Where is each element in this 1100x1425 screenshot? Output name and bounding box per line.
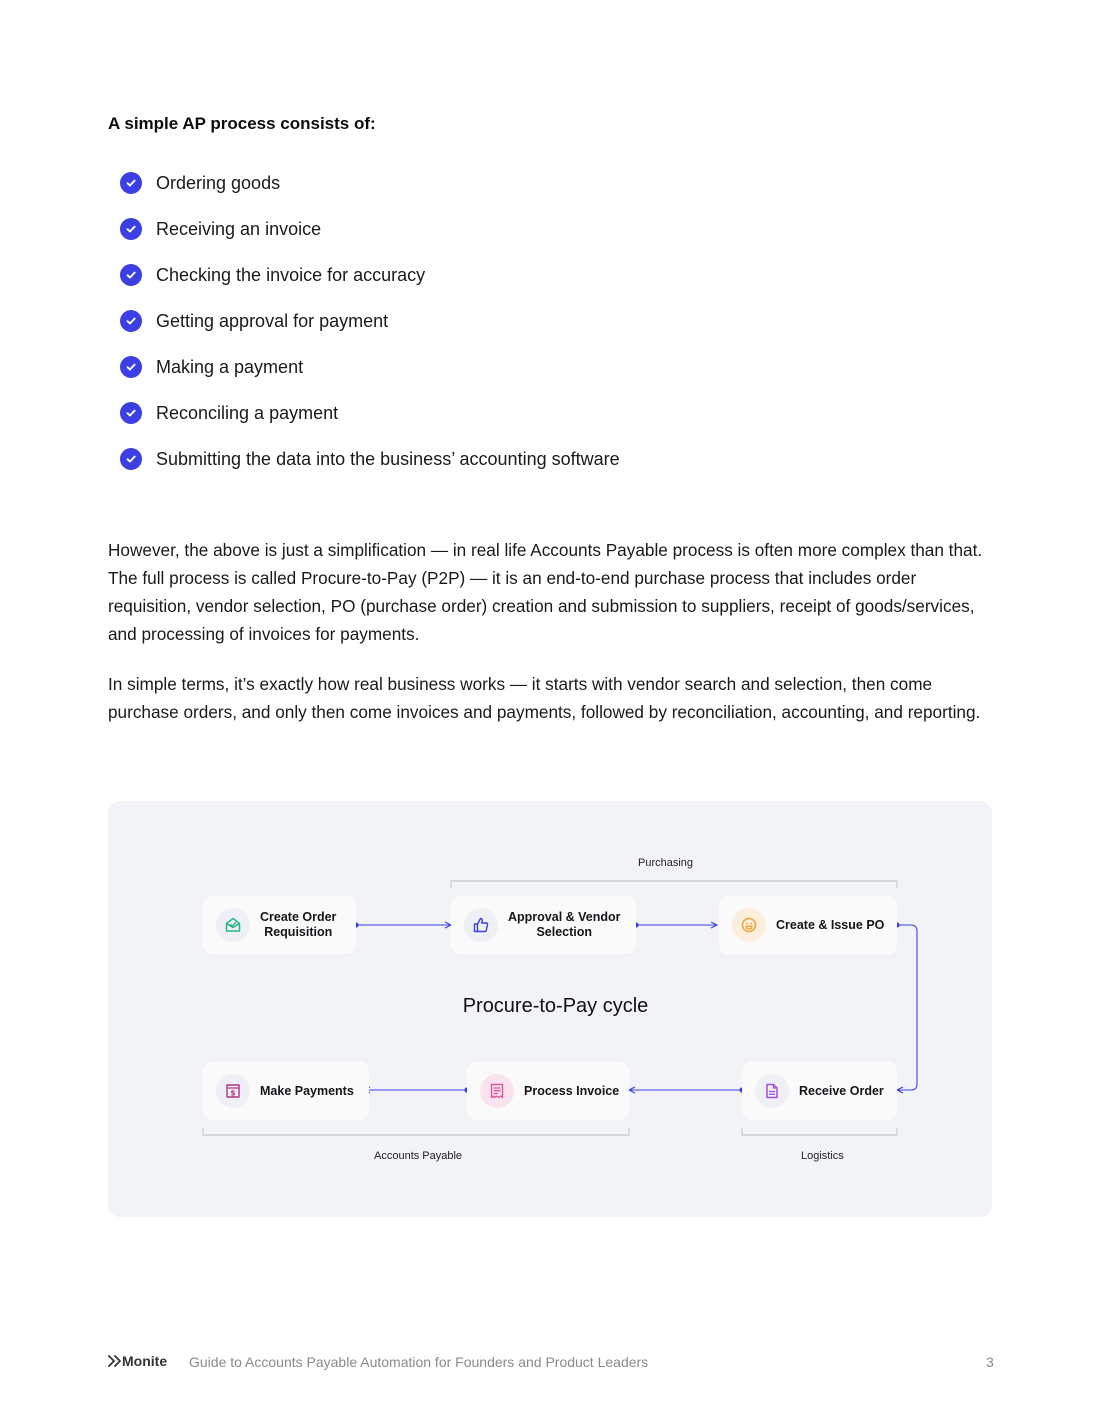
node-label: Create & Issue PO [776,917,885,932]
accounts-payable-bracket [203,1128,629,1135]
list-item-label: Receiving an invoice [156,218,322,239]
node-label: Create Order Requisition [260,910,337,939]
checkmark-icon [120,448,142,470]
monite-logo-icon [108,1355,122,1367]
receipt-icon [480,1074,514,1108]
ap-process-checklist [120,160,620,482]
smiley-icon [732,908,766,942]
checkmark-icon [120,310,142,332]
node-create-issue-po [719,896,897,954]
list-item [120,390,620,436]
checkmark-icon [120,264,142,286]
node-approval-vendor-selection [451,896,636,954]
list-item [120,206,620,252]
footer-logo [108,1353,167,1369]
logistics-bracket [742,1128,897,1135]
purchasing-bracket [451,881,897,888]
node-label: Process Invoice [524,1083,620,1098]
page-number: 3 [986,1354,994,1370]
node-label: Make Payments [260,1083,354,1098]
list-item-label: Making a payment [156,356,304,377]
checkmark-icon [120,218,142,240]
list-item [120,436,620,482]
node-process-invoice [467,1062,629,1120]
footer-document-title: Guide to Accounts Payable Automation for Founders and Product Leaders [189,1354,649,1370]
list-item-label: Reconciling a payment [156,402,339,423]
group-label-accounts-payable: Accounts Payable [374,1150,463,1162]
thumbs-up-icon [464,908,498,942]
node-label: Approval & Vendor Selection [508,910,621,939]
node-receive-order [742,1062,897,1120]
group-label-logistics: Logistics [801,1150,844,1162]
list-item [120,344,620,390]
diagram-title: Procure-to-Pay cycle [462,995,649,1017]
list-item-label: Submitting the data into the business’ accounting software [156,448,620,469]
svg-text:$: $ [230,1088,236,1098]
paragraph-p2p: However, the above is just a simplification — in real life Accounts Payable process is often more complex than that. The full process is called Procure-to-Pay (P2P) — it is an end-to-end purchase process that includes order requisition, vendor selection, PO (purchase order) creation and submission to suppliers, receipt of goods/services, and processing of invoices for payments. [108,540,983,644]
list-item [120,252,620,298]
checkmark-icon [120,172,142,194]
checkmark-icon [120,402,142,424]
node-create-order-requisition [203,896,356,954]
list-item-label: Ordering goods [156,172,281,193]
footer-logo-text: Monite [122,1353,168,1369]
node-label: Receive Order [799,1083,884,1098]
paragraph-simple-terms: In simple terms, it’s exactly how real business works — it starts with vendor search and selection, then come purchase orders, and only then come invoices and payments, followed by reconciliation, accounting, and reporting. [108,674,981,722]
list-item [120,298,620,344]
group-label-purchasing: Purchasing [638,857,694,869]
list-item-label: Checking the invoice for accuracy [156,264,426,285]
payment-icon [216,1074,250,1108]
p2p-diagram [108,801,992,1217]
node-make-payments [203,1062,369,1120]
list-item [120,160,620,206]
document-icon [755,1074,789,1108]
list-item-label: Getting approval for payment [156,310,389,331]
section-heading: A simple AP process consists of: [108,114,376,133]
arrow-po-to-receive [897,925,917,1090]
checkmark-icon [120,356,142,378]
envelope-icon [216,908,250,942]
